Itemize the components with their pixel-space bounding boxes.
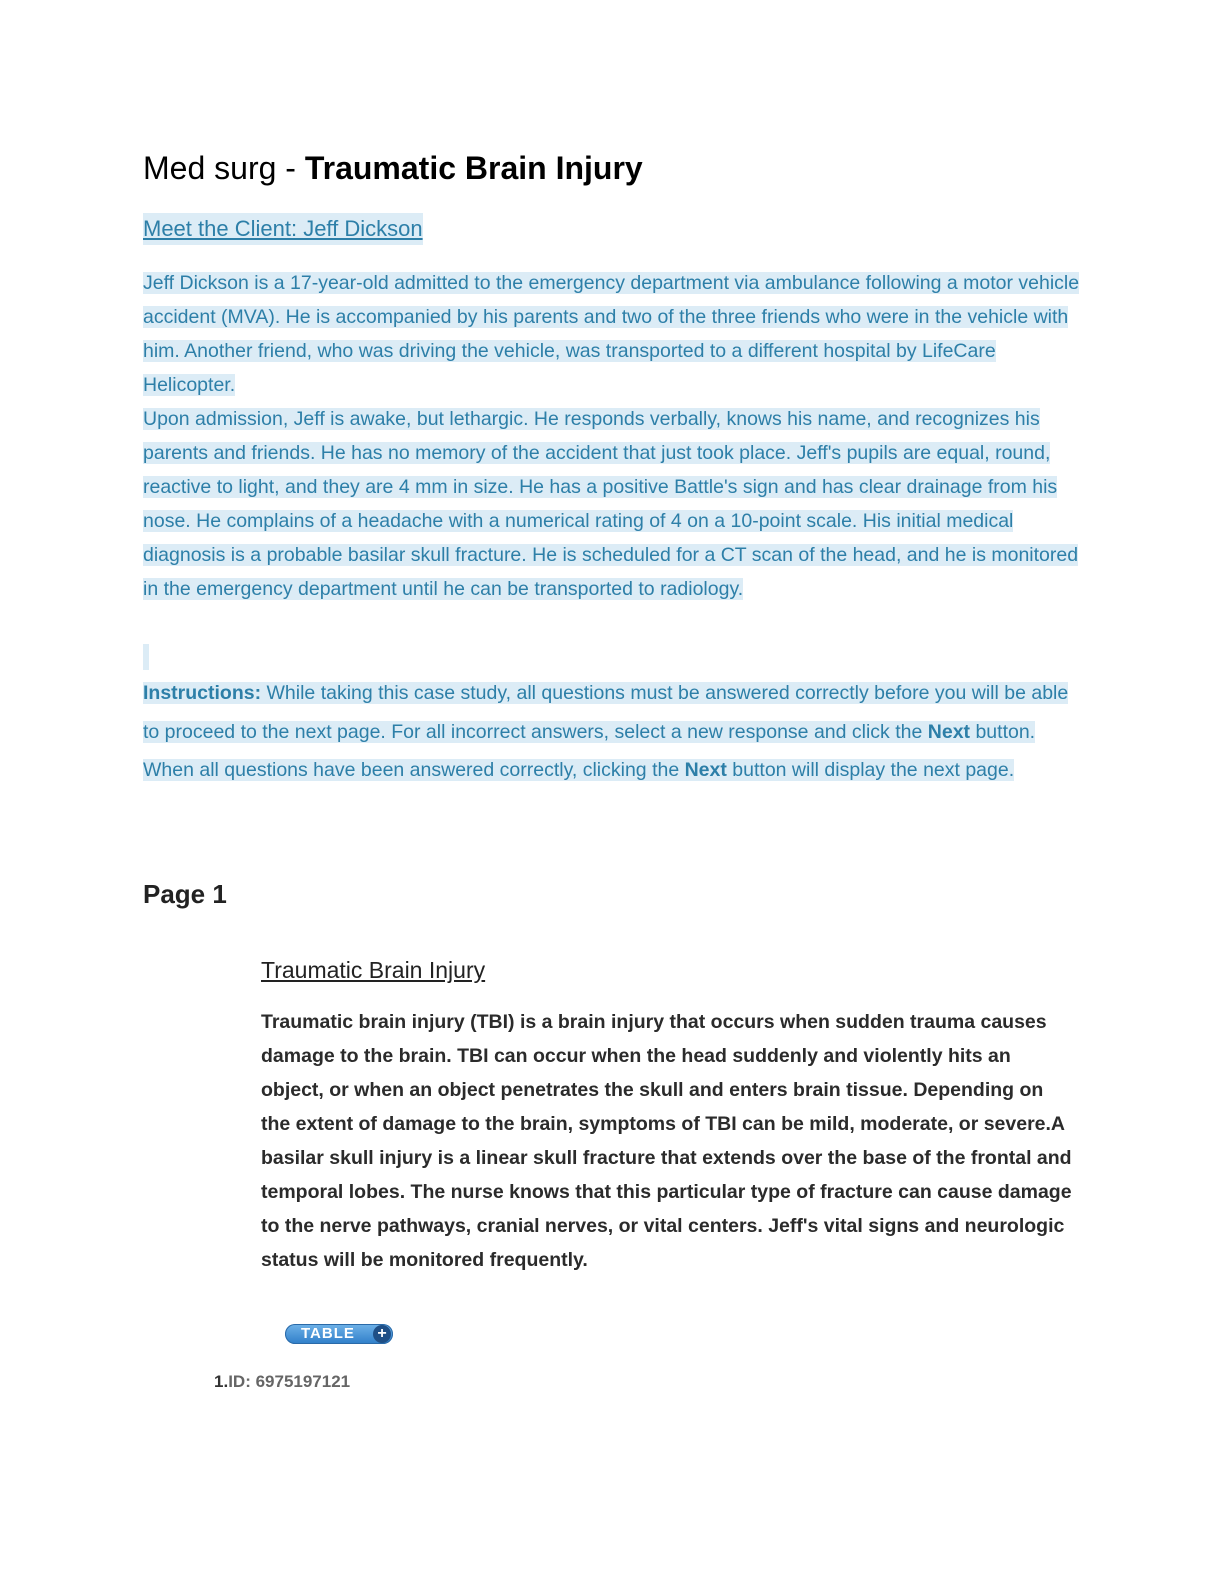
page-title [143,146,643,190]
page-heading: Page 1 [143,879,227,909]
section-title: Traumatic Brain Injury [261,957,486,983]
question-id: 6975197121 [255,1372,351,1391]
title-prefix: Med surg - [143,150,305,186]
next-keyword: Next [684,759,727,782]
table-button-label: TABLE [301,1325,355,1342]
table-expand-button[interactable] [285,1324,393,1344]
instructions-text: Instructions: While taking this case study, all questions must be answered correctly before you will be able to proceed to the next page. For all incorrect answers, select a new response and click the Next button. When all questions have been answered correctly, clicking the Next button will display the next page. [143,682,1069,782]
plus-circle-icon: + [373,1325,391,1343]
title-main: Traumatic Brain Injury [304,150,643,186]
intro-paragraph: Upon admission, Jeff is awake, but lethargic. He responds verbally, knows his name, and recognizes his parents and friends. He has no memory of the accident that just took place. Jeff's pupils are equal, round, reactive to light, and they are 4 mm in size. He has a positive Battle's sign and has clear drainage from his nose. He complains of a headache with a numerical rating of 4 on a 10-point scale. His initial medical diagnosis is a probable basilar skull fracture. He is scheduled for a CT scan of the head, and he is monitored in the emergency department until he can be transported to radiology. [143,408,1079,600]
question-number: 1.ID: 6975197121 [214,1372,351,1391]
meet-the-client-link[interactable]: Meet the Client: Jeff Dickson [143,213,423,245]
tbi-description: Traumatic brain injury (TBI) is a brain injury that occurs when sudden trauma causes damage to the brain. TBI can occur when the head suddenly and violently hits an object, or when an object penetrates the skull and enters brain tissue. Depending on the extent of damage to the brain, symptoms of TBI can be mild, moderate, or severe.A basilar skull injury is a linear skull fracture that extends over the base of the frontal and temporal lobes. The nurse knows that this particular type of fracture can cause damage to the nerve pathways, cranial nerves, or vital centers. Jeff's vital signs and neurologic status will be monitored frequently. [261,1011,1072,1271]
instructions-label: Instructions: [143,682,262,704]
highlighted-blank-line [143,644,149,670]
intro-text [143,266,1083,606]
question-id-label: ID: [228,1372,256,1391]
next-keyword: Next [927,720,971,743]
intro-paragraph: Jeff Dickson is a 17-year-old admitted to the emergency department via ambulance following a motor vehicle accident (MVA). He is accompanied by his parents and two of the three friends who were in the vehicle with him. Another friend, who was driving the vehicle, was transported to a different hospital by LifeCare Helicopter. [143,272,1080,396]
